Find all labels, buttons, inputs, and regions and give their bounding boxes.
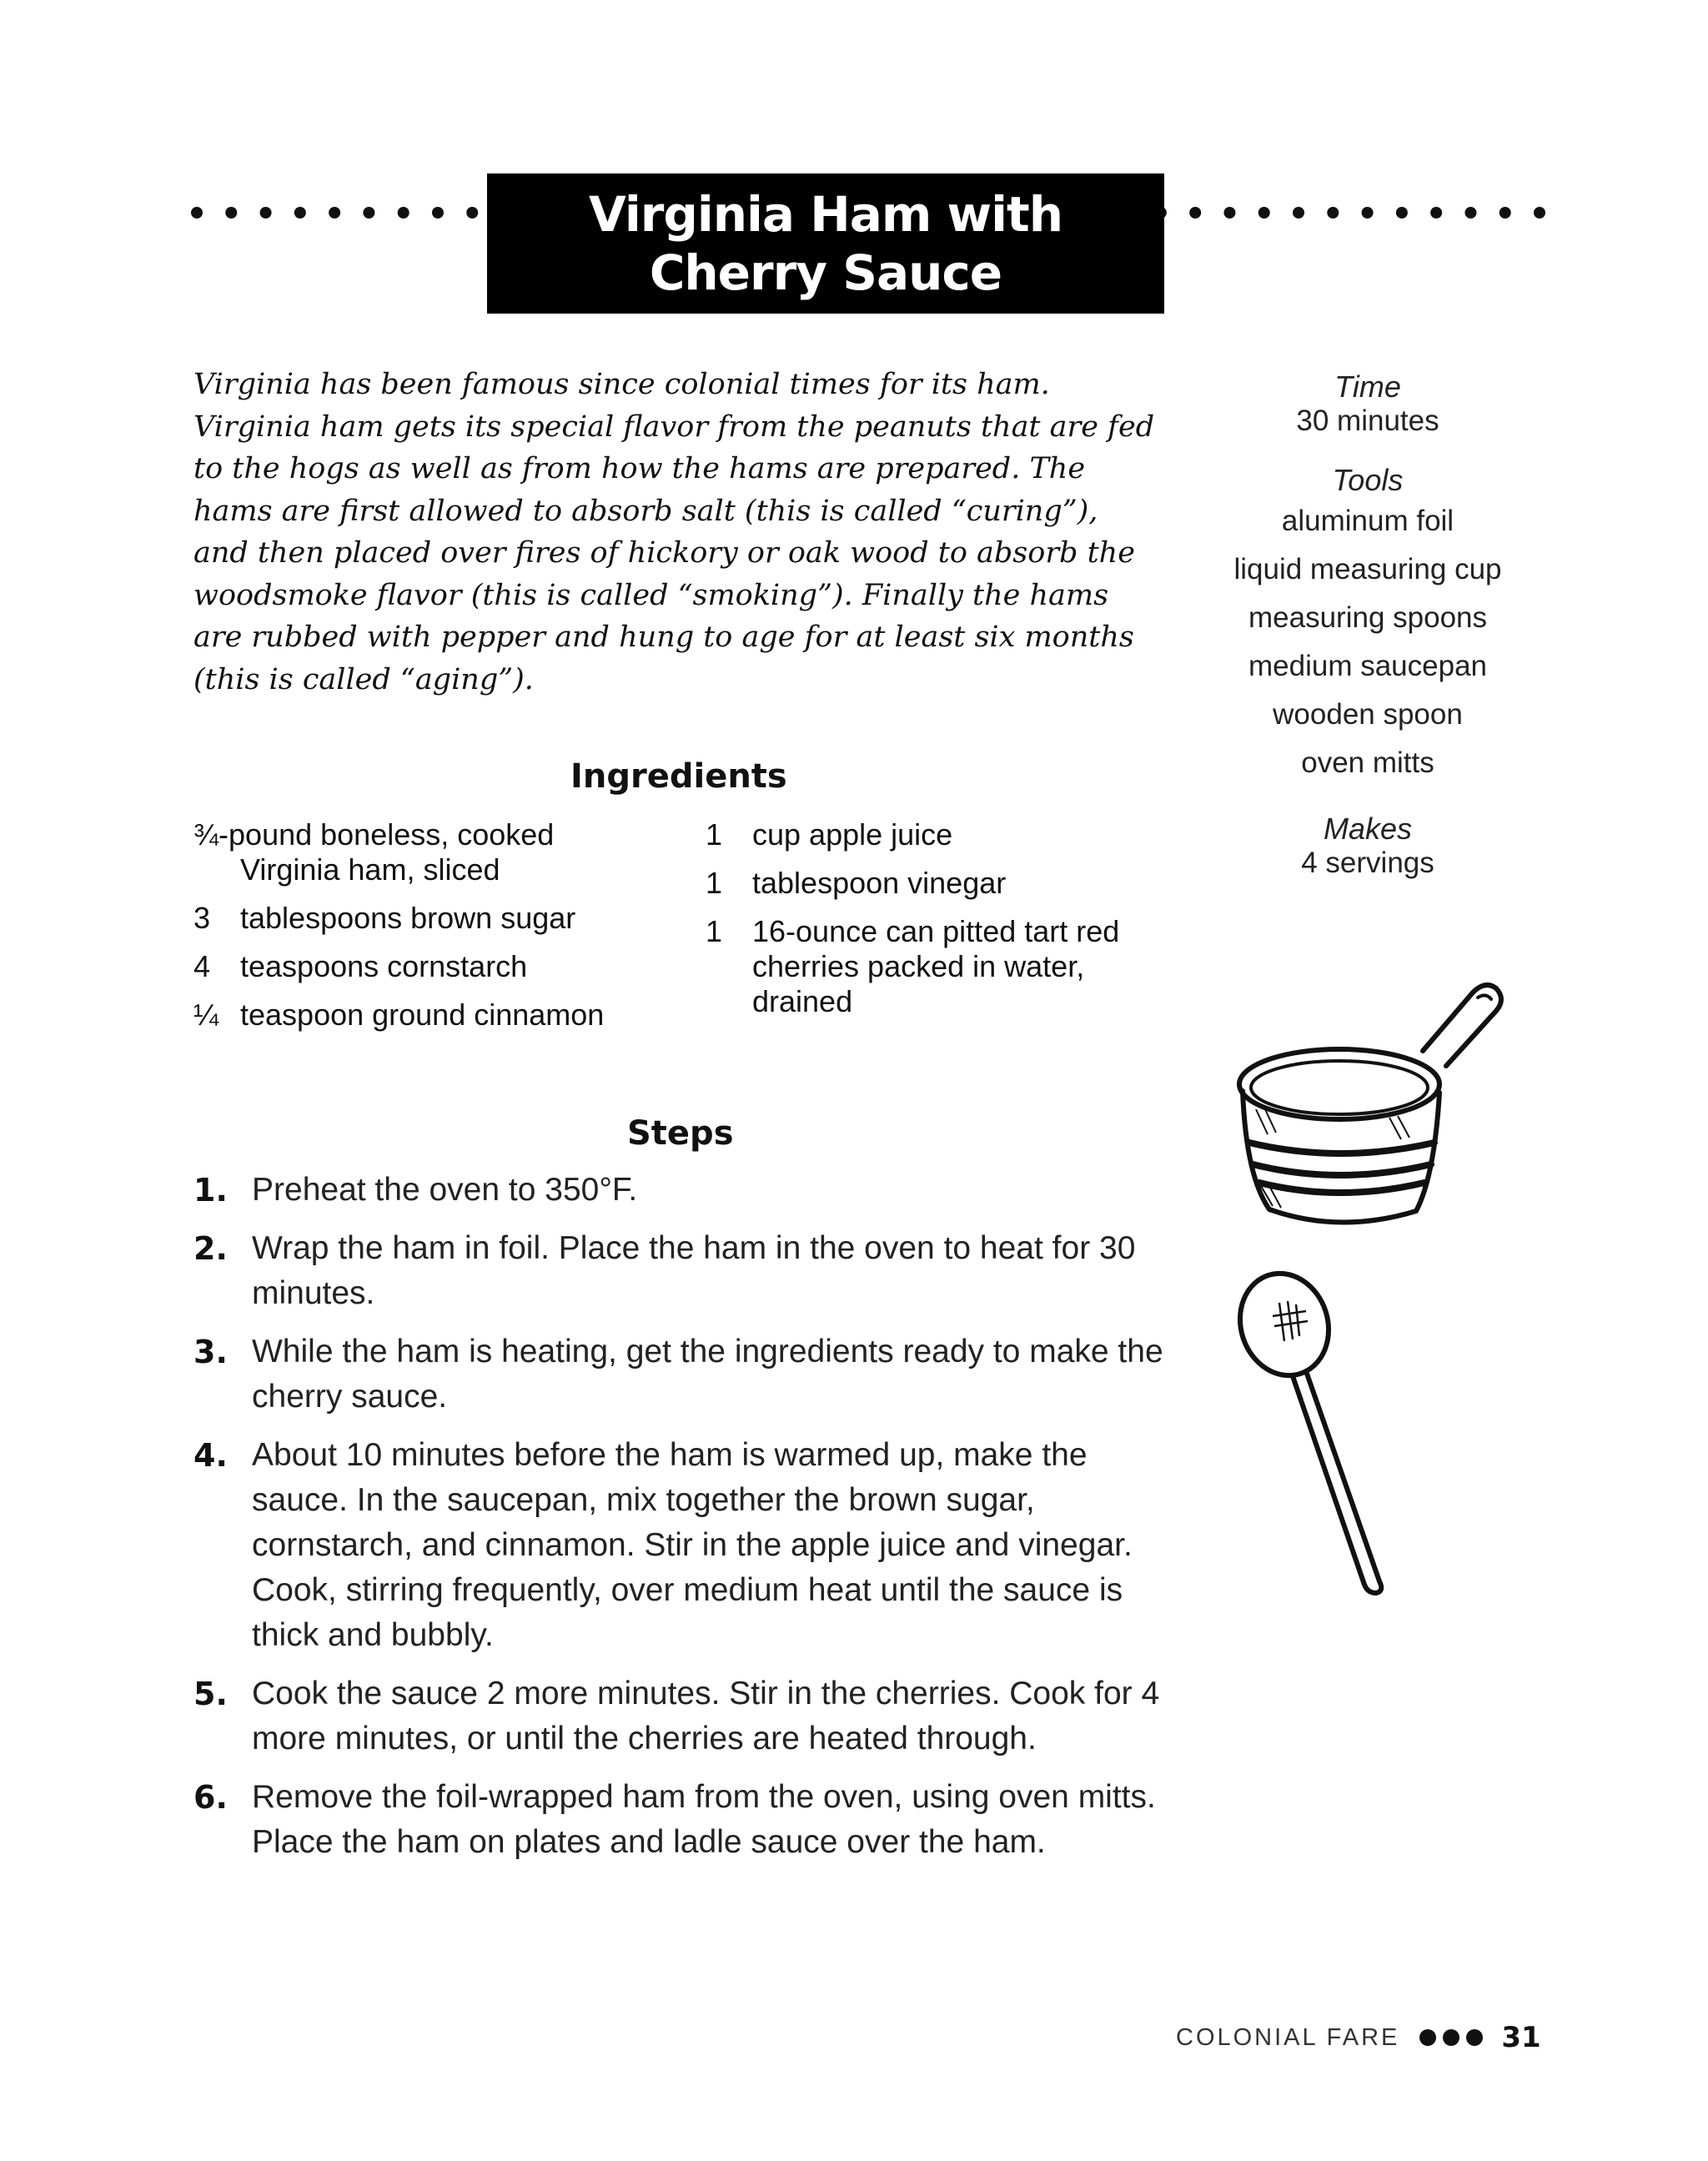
rule-dot bbox=[432, 207, 444, 219]
ingredient-item bbox=[193, 949, 661, 984]
ingredient-text: teaspoon ground cinnamon bbox=[240, 998, 605, 1032]
ingredient-item bbox=[193, 817, 661, 887]
rule-dot bbox=[398, 207, 409, 219]
step-item bbox=[193, 1329, 1178, 1420]
saucepan-illustration-icon bbox=[1231, 967, 1515, 1234]
makes-label: Makes bbox=[1323, 812, 1413, 846]
ingredient-qty: 1 bbox=[706, 866, 723, 900]
wooden-spoon-illustration-icon bbox=[1226, 1264, 1401, 1598]
recipe-title-line-1: Virginia Ham with bbox=[588, 186, 1063, 243]
step-text: While the ham is heating, get the ingredients ready to make the cherry sauce. bbox=[252, 1334, 1163, 1415]
step-number: 6. bbox=[193, 1779, 228, 1816]
ingredient-item bbox=[193, 998, 661, 1033]
footer-section-name: COLONIAL FARE bbox=[1176, 2023, 1400, 2051]
step-number: 3. bbox=[193, 1334, 228, 1370]
ingredient-qty: 1 bbox=[706, 914, 723, 948]
ingredient-text: teaspoons cornstarch bbox=[240, 949, 528, 983]
rule-dot bbox=[225, 207, 237, 219]
step-number: 5. bbox=[193, 1676, 228, 1712]
rule-dot bbox=[1327, 207, 1339, 219]
step-text: About 10 minutes before the ham is warmed up, make the sauce. In the saucepan, mix together the brown sugar, cornstarch, and cinnamon. Stir in the apple juice and vinegar. Cook, stirring frequently, over medium heat until the sauce is thick and bubbly. bbox=[252, 1437, 1133, 1653]
tool-item: aluminum foil bbox=[1281, 505, 1454, 537]
ingredient-text: tablespoon vinegar bbox=[752, 866, 1007, 900]
step-text: Cook the sauce 2 more minutes. Stir in the cherries. Cook for 4 more minutes, or until the cherries are heated through. bbox=[252, 1676, 1160, 1756]
step-text: Preheat the oven to 350°F. bbox=[252, 1172, 638, 1208]
rule-dot bbox=[1534, 207, 1545, 219]
tools-list bbox=[1201, 497, 1535, 787]
rule-dot bbox=[191, 207, 203, 219]
ingredient-qty: ¼ bbox=[193, 998, 219, 1032]
intro-paragraph: Virginia has been famous since colonial times for its ham. Virginia ham gets its special flavor from the peanuts that are fed to the hogs as well as from how the hams are prepared. The hams are first allowed to absorb salt (this is called “curing”), and then placed over fires of hickory or oak wood to absorb the woodsmoke flavor (this is called “smoking”). Finally the hams are rubbed with pepper and hung to age for at least six months (this is called “aging”). bbox=[193, 368, 1155, 696]
makes-value: 4 servings bbox=[1301, 847, 1434, 879]
ingredient-qty: ¾ bbox=[193, 817, 219, 852]
step-item bbox=[193, 1226, 1178, 1316]
rule-dot bbox=[1430, 207, 1442, 219]
step-number: 4. bbox=[193, 1437, 228, 1474]
step-number: 1. bbox=[193, 1172, 228, 1209]
ingredients-right-column bbox=[706, 817, 1139, 1033]
ingredient-text: 16-ounce can pitted tart red cherries packed in water, drained bbox=[752, 914, 1120, 1018]
tool-item: liquid measuring cup bbox=[1233, 553, 1502, 585]
ingredient-qty: 1 bbox=[706, 817, 723, 852]
ingredient-item bbox=[706, 914, 1136, 1019]
tool-item: oven mitts bbox=[1301, 746, 1434, 779]
step-item bbox=[193, 1671, 1178, 1761]
rule-dot bbox=[1500, 207, 1511, 219]
ingredient-item bbox=[706, 817, 1139, 852]
rule-dot bbox=[260, 207, 272, 219]
step-item bbox=[193, 1433, 1178, 1658]
step-text: Remove the foil-wrapped ham from the oven, using oven mitts. Place the ham on plates and ladle sauce over the ham. bbox=[252, 1779, 1156, 1860]
page-number: 31 bbox=[1501, 2021, 1541, 2054]
rule-dot bbox=[466, 207, 478, 219]
step-item bbox=[193, 1168, 1178, 1213]
time-value: 30 minutes bbox=[1296, 405, 1439, 437]
ingredient-item bbox=[706, 866, 1139, 901]
tool-item: medium saucepan bbox=[1248, 650, 1487, 682]
ingredient-item bbox=[193, 901, 661, 936]
rule-dot bbox=[1258, 207, 1270, 219]
ingredient-text: cup apple juice bbox=[752, 817, 953, 852]
recipe-title-banner bbox=[487, 173, 1164, 314]
rule-dot bbox=[1464, 207, 1476, 219]
ingredient-text: -pound boneless, cooked bbox=[219, 817, 555, 852]
footer-dots-icon bbox=[1419, 2029, 1483, 2046]
rule-dot bbox=[294, 207, 306, 219]
steps-list bbox=[193, 1168, 1178, 1878]
ingredients-left-column bbox=[193, 817, 661, 1046]
ingredient-qty: 3 bbox=[193, 901, 211, 935]
time-label: Time bbox=[1334, 369, 1401, 404]
rule-dot bbox=[329, 207, 340, 219]
recipe-sidebar bbox=[1201, 370, 1535, 881]
recipe-title-line-2: Cherry Sauce bbox=[649, 244, 1002, 301]
rule-dot bbox=[1189, 207, 1201, 219]
rule-dot bbox=[1223, 207, 1235, 219]
tool-item: measuring spoons bbox=[1248, 601, 1487, 634]
rule-dot bbox=[1293, 207, 1304, 219]
rule-dot bbox=[1362, 207, 1374, 219]
rule-dot bbox=[363, 207, 374, 219]
step-text: Wrap the ham in foil. Place the ham in the oven to heat for 30 minutes. bbox=[252, 1230, 1136, 1311]
steps-heading: Steps bbox=[627, 1114, 734, 1153]
tools-label: Tools bbox=[1332, 463, 1404, 497]
page-footer bbox=[1176, 2017, 1541, 2058]
tool-item: wooden spoon bbox=[1273, 698, 1463, 731]
ingredients-heading: Ingredients bbox=[570, 757, 787, 796]
ingredient-text: tablespoons brown sugar bbox=[240, 901, 576, 935]
ingredient-text-continued: Virginia ham, sliced bbox=[240, 852, 500, 887]
rule-dot bbox=[1396, 207, 1408, 219]
step-item bbox=[193, 1775, 1178, 1865]
step-number: 2. bbox=[193, 1230, 228, 1267]
ingredient-qty: 4 bbox=[193, 949, 211, 983]
